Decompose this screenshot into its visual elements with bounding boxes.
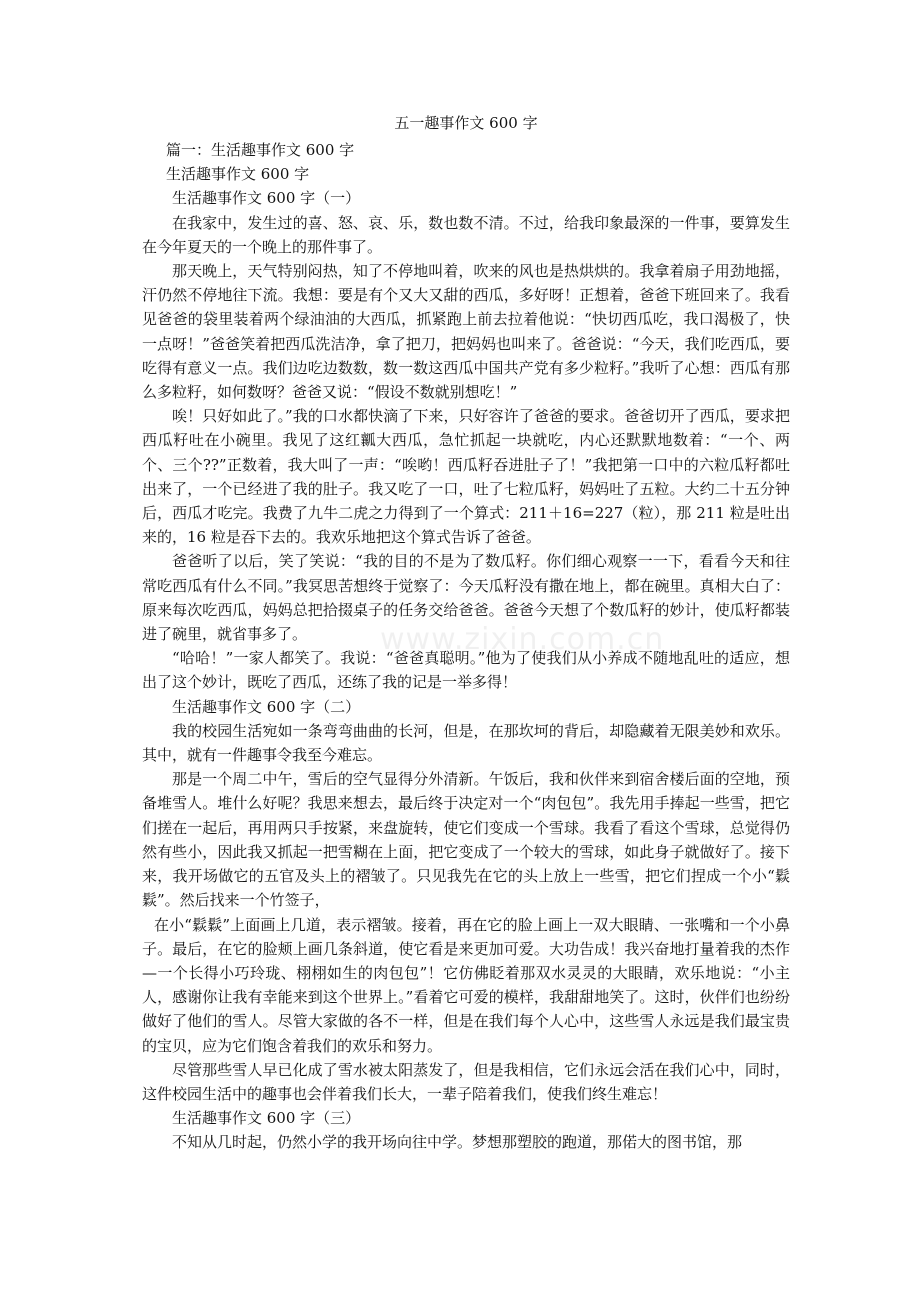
sub-heading: 生活趣事作文 600 字 (166, 165, 310, 184)
paragraph: 唉！只好如此了。”我的口水都快滴了下来，只好容许了爸爸的要求。爸爸切开了西瓜，要求把西瓜籽吐在小碗里。我见了这红瓤大西瓜，急忙抓起一块就吃，内心还默默地数着：“一个、两个、三个??”正数着，我大叫了一声：“唉哟！西瓜籽吞进肚子了！”我把第一口中的六粒瓜籽都吐出来了，一个已经进了我的肚子。我又吃了一口，吐了七粒瓜籽，妈妈吐了五粒。大约二十五分钟后，西瓜才吃完。我费了九牛二虎之力得到了一个算式：211＋16=227（粒），那 211 粒是吐出来的，16 粒是吞下去的。我欢乐地把这个算式告诉了爸爸。 (142, 407, 790, 547)
paragraph: 在小“鬏鬏”上面画上几道，表示褶皱。接着，再在它的脸上画上一双大眼睛、一张嘴和一个小鼻子。最后，在它的脸颊上画几条斜道，使它看是来更加可爱。大功告成！我兴奋地打量着我的杰作—一个长得小巧玲珑、栩栩如生的肉包包”！它仿佛眨着那双水灵灵的大眼睛，欢乐地说：“小主人，感谢你让我有幸能来到这个世界上。”看着它可爱的模样，我甜甜地笑了。这时，伙伴们也纷纷做好了他们的雪人。尽管大家做的各不一样，但是在我们每个人心中，这些雪人永远是我们最宝贵的宝贝，应为它们饱含着我们的欢乐和努力。 (142, 915, 790, 1055)
paragraph: 不知从几时起，仍然小学的我开场向往中学。梦想那塑胶的跑道，那偌大的图书馆，那 (172, 1133, 743, 1152)
essay-heading-1: 生活趣事作文 600 字（一） (172, 189, 361, 208)
section-heading: 篇一：生活趣事作文 600 字 (166, 141, 355, 159)
paragraph: “哈哈！”一家人都笑了。我说：“爸爸真聪明。”他为了使我们从小养成不随地乱吐的适应，想出了这个妙计，既吃了西瓜，还练了我的记是一举多得！ (142, 649, 790, 692)
watermark: www.zixin.com.cn (380, 622, 665, 657)
paragraph: 爸爸听了以后，笑了笑说：“我的目的不是为了数瓜籽。你们细心观察一一下，看看今天和往常吃西瓜有什么不同。”我冥思苦想终于觉察了：今天瓜籽没有撒在地上，都在碗里。真相大白了：原来每次吃西瓜，妈妈总把拾掇桌子的任务交给爸爸。爸爸今天想了个数瓜籽的妙计，使瓜籽都装进了碗里，就省事多了。 (142, 552, 790, 644)
paragraph: 尽管那些雪人早已化成了雪水被太阳蒸发了，但是我相信，它们永远会活在我们心中，同时，这件校园生活中的趣事也会伴着我们长大，一辈子陪着我们，使我们终生难忘！ (142, 1060, 790, 1103)
paragraph: 在我家中，发生过的喜、怒、哀、乐，数也数不清。不过，给我印象最深的一件事，要算发生在今年夏天的一个晚上的那件事了。 (142, 213, 790, 256)
paragraph: 我的校园生活宛如一条弯弯曲曲的长河，但是，在那坎坷的背后，却隐藏着无限美妙和欢乐。其中，就有一件趣事令我至今难忘。 (142, 721, 790, 765)
paragraph: 那天晚上，天气特别闷热，知了不停地叫着，吹来的风也是热烘烘的。我拿着扇子用劲地摇，汗仍然不停地往下流。我想：要是有个又大又甜的西瓜，多好呀！正想着，爸爸下班回来了。我看见爸爸的袋里装着两个绿油油的大西瓜，抓紧跑上前去拉着他说：“快切西瓜吃，我口渴极了，快一点呀！”爸爸笑着把西瓜洗洁净，拿了把刀，把妈妈也叫来了。爸爸说：“今天，我们吃西瓜，要吃得有意义一点。我们边吃边数数，数一数这西瓜中国共产党有多少粒籽。”我听了心想：西瓜有那么多粒籽，如何数呀？爸爸又说：“假设不数就别想吃！” (142, 262, 790, 402)
paragraph: 那是一个周二中午，雪后的空气显得分外清新。午饭后，我和伙伴来到宿舍楼后面的空地，预备堆雪人。堆什么好呢？我思来想去，最后终于决定对一个“肉包包”。我先用手捧起一些雪，把它们搓在一起后，再用两只手按紧，来盘旋转，使它们变成一个雪球。我看了看这个雪球，总觉得仍然有些小，因此我又抓起一把雪糊在上面，把它变成了一个较大的雪球，如此身子就做好了。接下来，我开场做它的五官及头上的褶皱了。只见我先在它的头上放上一些雪，把它们捏成一个小“鬏鬏”。然后找来一个竹签子， (142, 770, 790, 910)
essay-heading-2: 生活趣事作文 600 字（二） (172, 697, 361, 716)
essay-heading-3: 生活趣事作文 600 字（三） (172, 1109, 361, 1128)
document-page (142, 112, 790, 1155)
document-title: 五一趣事作文 600 字 (394, 114, 538, 132)
